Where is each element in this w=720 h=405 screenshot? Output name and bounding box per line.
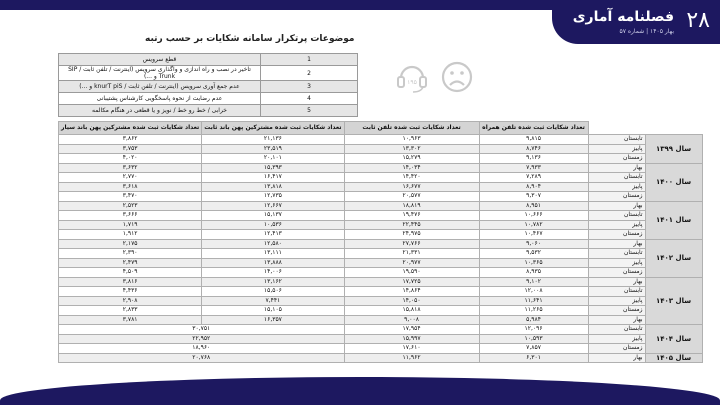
season-label: بهار <box>588 239 645 249</box>
table-row <box>59 201 703 211</box>
topic-rank: 2 <box>261 66 358 81</box>
headset-icon <box>395 60 429 94</box>
table-row <box>59 230 703 240</box>
cell-c3: ۲۰,۹۷۷ <box>344 258 479 268</box>
table-row <box>59 325 703 335</box>
year-label: سال ۱۴۰۵ <box>645 353 702 363</box>
topic-text: عدم جمع آوری سرویس (اینترنت / تلفن ثابت / knurT piS و ...) <box>59 81 261 93</box>
cell-c1: ۳,۴۷۰ <box>59 192 202 202</box>
cell-c1: ۱,۷۱۹ <box>59 220 202 230</box>
season-label: تابستان <box>588 173 645 183</box>
season-label: پاییز <box>588 144 645 154</box>
season-label: زمستان <box>588 230 645 240</box>
year-label: سال ۱۳۹۹ <box>645 135 702 164</box>
table-row <box>59 173 703 183</box>
cell-c3: ۱۴,۸۶۴ <box>344 287 479 297</box>
cell-c3: ۱۹,۵۹۰ <box>344 268 479 278</box>
header-fixed-broadband: تعداد شکایات ثبت شده مشترکین پهن باند ثابت <box>202 122 344 135</box>
table-row <box>59 163 703 173</box>
cell-c1: ۳,۶۳۲ <box>59 163 202 173</box>
season-label: تابستان <box>588 135 645 145</box>
cell-c2: ۱۳,۱۶۲ <box>202 277 344 287</box>
brand-header <box>552 0 720 44</box>
cell-c1: ۳,۸۱۶ <box>59 277 202 287</box>
header-landline: تعداد شکایات ثبت شده تلفن ثابت <box>344 122 479 135</box>
year-label: سال ۱۴۰۳ <box>645 277 702 325</box>
topics-table <box>58 53 358 117</box>
cell-c1: ۳۰,۷۵۱ <box>59 325 345 335</box>
cell-c3: ۱۵,۹۹۷ <box>344 334 479 344</box>
cell-c1: ۳,۷۵۳ <box>59 144 202 154</box>
cell-c3: ۱۴,۴۲۰ <box>344 173 479 183</box>
cell-c1: ۳,۸۶۲ <box>59 135 202 145</box>
season-label: بهار <box>588 277 645 287</box>
topic-rank: 1 <box>261 54 358 66</box>
topic-text: تاخیر در نصب و راه اندازی و واگذاری سرویس (اینترنت / تلفن ثابت / SIP Trunk و ...) <box>59 66 261 81</box>
header-spacer <box>645 122 702 135</box>
cell-c4: ۸,۹۳۵ <box>479 268 588 278</box>
cell-c1: ۲,۱۷۵ <box>59 239 202 249</box>
cell-c4: ۸,۷۴۶ <box>479 144 588 154</box>
cell-c2: ۲۳,۵۱۹ <box>202 144 344 154</box>
cell-c3: ۱۷,۷۲۵ <box>344 277 479 287</box>
table-row <box>59 154 703 164</box>
cell-c3: ۱۴,۰۵۰ <box>344 296 479 306</box>
table-row <box>59 220 703 230</box>
cell-c4: ۱۰,۶۶۶ <box>479 211 588 221</box>
topic-row <box>59 66 358 81</box>
cell-c3: ۲۴,۹۷۵ <box>344 230 479 240</box>
cell-c4: ۷,۹۳۳ <box>479 163 588 173</box>
cell-c4: ۱۱,۶۴۱ <box>479 296 588 306</box>
cell-c1: ۳,۷۸۱ <box>59 315 202 325</box>
cell-c4: ۹,۱۰۲ <box>479 277 588 287</box>
season-label: زمستان <box>588 306 645 316</box>
cell-c1: ۳,۶۱۸ <box>59 182 202 192</box>
table-row <box>59 211 703 221</box>
cell-c2: ۱۵,۱۰۵ <box>202 306 344 316</box>
table-row <box>59 315 703 325</box>
cell-c2: ۱۵,۵۰۶ <box>202 287 344 297</box>
season-label: پاییز <box>588 334 645 344</box>
cell-c1: ۲۰,۷۶۸ <box>59 353 345 363</box>
table-row <box>59 135 703 145</box>
cell-c4: ۸,۹۰۴ <box>479 182 588 192</box>
season-label: بهار <box>588 315 645 325</box>
cell-c3: ۱۹,۴۷۶ <box>344 211 479 221</box>
cell-c1: ۲,۸۳۳ <box>59 306 202 316</box>
cell-c2: ۱۶,۴۱۷ <box>202 173 344 183</box>
table-row <box>59 334 703 344</box>
header-mobile-broadband: تعداد شکایات ثبت شده مشترکین پهن باند سیار <box>59 122 202 135</box>
table-row <box>59 258 703 268</box>
cell-c4: ۱۲,۰۹۶ <box>479 325 588 335</box>
cell-c3: ۱۵,۸۱۸ <box>344 306 479 316</box>
cell-c4: ۹,۳۰۷ <box>479 192 588 202</box>
topic-text: عدم رضایت از نحوه پاسخگویی کارشناس پشتیبانی <box>59 93 261 105</box>
cell-c4: ۷,۸۵۷ <box>479 344 588 354</box>
cell-c1: ۲,۴۷۹ <box>59 258 202 268</box>
cell-c4: ۱۲,۰۰۸ <box>479 287 588 297</box>
cell-c2: ۲۱,۱۳۶ <box>202 135 344 145</box>
cell-c1: ۱۸,۹۶۰ <box>59 344 345 354</box>
table-row <box>59 344 703 354</box>
sad-face-icon <box>440 60 474 94</box>
cell-c3: ۲۰,۵۷۷ <box>344 192 479 202</box>
cell-c3: ۲۲,۴۴۵ <box>344 220 479 230</box>
cell-c3: ۱۷,۶۱۰ <box>344 344 479 354</box>
cell-c3: ۱۸,۸۱۹ <box>344 201 479 211</box>
topic-rank: 4 <box>261 93 358 105</box>
season-label: تابستان <box>588 211 645 221</box>
topic-row <box>59 81 358 93</box>
table-row <box>59 306 703 316</box>
header-spacer <box>588 122 645 135</box>
topic-text: قطع سرویس <box>59 54 261 66</box>
season-label: تابستان <box>588 325 645 335</box>
cell-c3: ۱۱,۹۶۲ <box>344 353 479 363</box>
header-mobile-phone: تعداد شکایات ثبت شده تلفن همراه <box>479 122 588 135</box>
cell-c2: ۱۳,۸۸۸ <box>202 258 344 268</box>
topic-rank: 5 <box>261 105 358 117</box>
year-label: سال ۱۴۰۰ <box>645 163 702 201</box>
season-label: پاییز <box>588 182 645 192</box>
season-label: زمستان <box>588 192 645 202</box>
topic-text: خرابی / خط رو خط / نویز و یا قطعی در هنگام مکالمه <box>59 105 261 117</box>
cell-c4: ۹,۱۳۶ <box>479 154 588 164</box>
cell-c2: ۱۴,۰۰۶ <box>202 268 344 278</box>
table-row <box>59 239 703 249</box>
cell-c2: ۱۵,۳۹۳ <box>202 163 344 173</box>
season-label: پاییز <box>588 258 645 268</box>
page-heading: موضوعات پرتکرار سامانه شکایات بر حسب رتبه <box>145 34 355 44</box>
season-label: تابستان <box>588 287 645 297</box>
table-row <box>59 353 703 363</box>
cell-c4: ۹,۵۳۲ <box>479 249 588 259</box>
cell-c4: ۱۰,۷۸۲ <box>479 220 588 230</box>
topic-row <box>59 105 358 117</box>
cell-c1: ۲,۹۰۸ <box>59 296 202 306</box>
cell-c2: ۷,۴۴۱ <box>202 296 344 306</box>
cell-c4: ۹,۰۶۰ <box>479 239 588 249</box>
cell-c1: ۲,۷۷۰ <box>59 173 202 183</box>
cell-c2: ۱۲,۴۱۳ <box>202 230 344 240</box>
cell-c1: ۴,۵۰۹ <box>59 268 202 278</box>
cell-c3: ۱۴,۰۳۴ <box>344 163 479 173</box>
cell-c2: ۱۰,۵۳۶ <box>202 220 344 230</box>
cell-c3: ۱۰,۹۶۳ <box>344 135 479 145</box>
topic-row <box>59 93 358 105</box>
svg-text:۱۹۵: ۱۹۵ <box>407 79 417 86</box>
year-label: سال ۱۴۰۱ <box>645 201 702 239</box>
cell-c4: ۶,۳۰۱ <box>479 353 588 363</box>
season-label: بهار <box>588 201 645 211</box>
cell-c2: ۱۳,۱۱۱ <box>202 249 344 259</box>
issue-number: ۲۸ <box>686 8 710 33</box>
table-row <box>59 296 703 306</box>
cell-c4: ۱۱,۲۶۵ <box>479 306 588 316</box>
brand-subtitle: بهار ۱۴۰۵ | شماره ۵۷ <box>619 28 674 35</box>
cell-c3: ۲۱,۳۳۱ <box>344 249 479 259</box>
footer-band <box>0 377 720 405</box>
cell-c4: ۵,۹۸۴ <box>479 315 588 325</box>
season-label: پاییز <box>588 296 645 306</box>
table-row <box>59 144 703 154</box>
cell-c1: ۲,۳۹۰ <box>59 249 202 259</box>
cell-c3: ۱۵,۲۷۹ <box>344 154 479 164</box>
year-label: سال ۱۴۰۴ <box>645 325 702 354</box>
cell-c4: ۱۰,۵۹۳ <box>479 334 588 344</box>
topic-rank: 3 <box>261 81 358 93</box>
complaints-table <box>58 121 703 363</box>
cell-c3: ۱۷,۹۵۴ <box>344 325 479 335</box>
cell-c4: ۱۰,۳۶۵ <box>479 258 588 268</box>
table-row <box>59 268 703 278</box>
cell-c1: ۲,۵۲۳ <box>59 201 202 211</box>
cell-c4: ۱۰,۴۶۷ <box>479 230 588 240</box>
table-row <box>59 287 703 297</box>
cell-c3: ۹,۰۰۸ <box>344 315 479 325</box>
season-label: زمستان <box>588 268 645 278</box>
cell-c1: ۲۲,۹۵۲ <box>59 334 345 344</box>
cell-c1: ۱,۹۱۲ <box>59 230 202 240</box>
season-label: بهار <box>588 353 645 363</box>
season-label: پاییز <box>588 220 645 230</box>
cell-c1: ۳,۶۶۶ <box>59 211 202 221</box>
topic-row <box>59 54 358 66</box>
cell-c2: ۱۶,۳۵۷ <box>202 315 344 325</box>
cell-c4: ۷,۲۸۹ <box>479 173 588 183</box>
cell-c3: ۱۳,۳۰۲ <box>344 144 479 154</box>
table-row <box>59 182 703 192</box>
table-row <box>59 249 703 259</box>
table-header-row <box>59 122 703 135</box>
cell-c1: ۴,۰۲۰ <box>59 154 202 164</box>
cell-c2: ۱۲,۶۶۷ <box>202 201 344 211</box>
year-label: سال ۱۴۰۲ <box>645 239 702 277</box>
season-label: زمستان <box>588 154 645 164</box>
cell-c2: ۱۲,۷۳۵ <box>202 192 344 202</box>
cell-c2: ۱۳,۸۱۸ <box>202 182 344 192</box>
cell-c4: ۸,۹۵۱ <box>479 201 588 211</box>
cell-c4: ۹,۸۱۵ <box>479 135 588 145</box>
table-row <box>59 277 703 287</box>
cell-c2: ۲۰,۱۰۱ <box>202 154 344 164</box>
cell-c3: ۲۷,۷۶۶ <box>344 239 479 249</box>
cell-c2: ۱۲,۵۸۰ <box>202 239 344 249</box>
cell-c3: ۱۶,۶۷۷ <box>344 182 479 192</box>
table-row <box>59 192 703 202</box>
season-label: بهار <box>588 163 645 173</box>
season-label: زمستان <box>588 344 645 354</box>
season-label: تابستان <box>588 249 645 259</box>
brand-title: فصلنامه آماری <box>572 9 674 25</box>
cell-c2: ۱۵,۱۳۷ <box>202 211 344 221</box>
cell-c1: ۴,۴۳۶ <box>59 287 202 297</box>
